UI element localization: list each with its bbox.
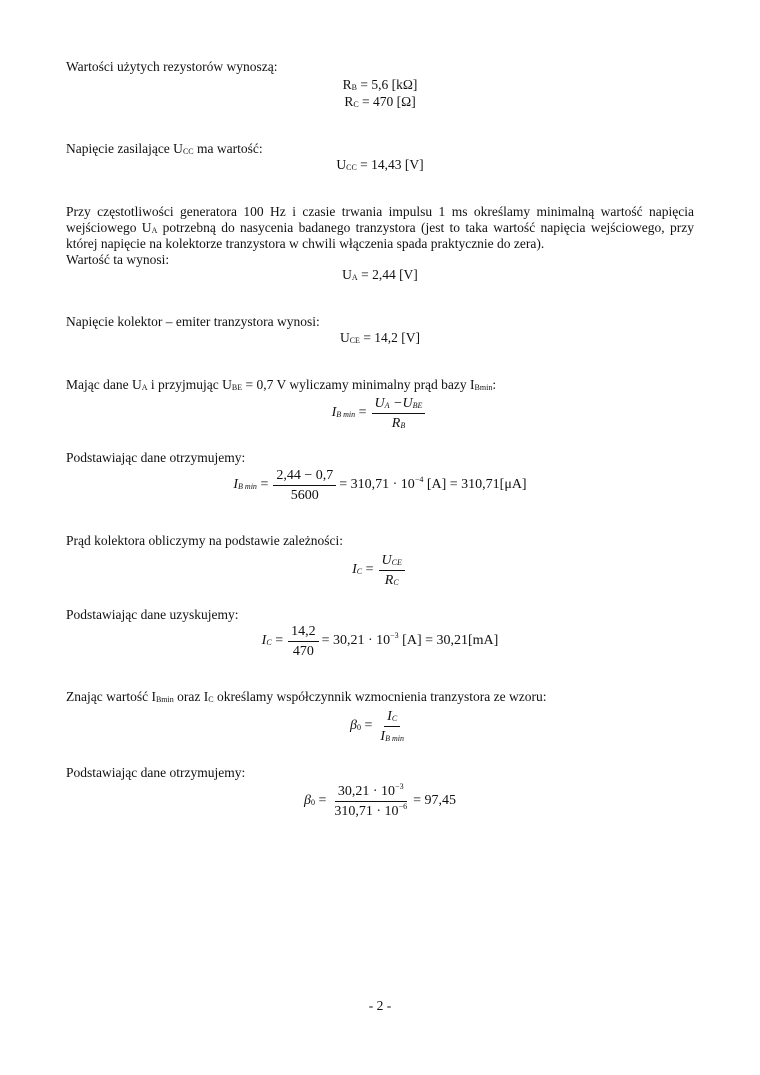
ic-formula-lhs: $I_C$ = bbox=[352, 562, 374, 577]
measure-line-3: której napięcie na kolektorze tranzystora w chwili włączenia spada praktycznie do zera). bbox=[66, 236, 545, 251]
measure-line-1: Przy częstotliwości generatora 100 Hz i czasie trwania impulsu 1 ms określamy minimalną wartość napięcia bbox=[66, 204, 694, 219]
ucc-value: $U_{CC} = 14,43$ [V] bbox=[336, 157, 424, 172]
resistors-intro: Wartości użytych rezystorów wynoszą: bbox=[66, 59, 278, 74]
beta-formula-lhs: $\beta_0$ = bbox=[350, 718, 373, 733]
beta-calc-denominator: $310,71 \cdot 10^{-6}$ bbox=[334, 801, 408, 819]
ib-calc-numerator: 2,44 − 0,7 bbox=[273, 467, 336, 486]
ib-formula-fraction bbox=[372, 395, 426, 432]
beta-formula-denominator: $I_{B min}$ bbox=[380, 728, 404, 744]
ib-calc-fraction bbox=[273, 467, 336, 504]
ic-calc-fraction bbox=[288, 623, 319, 660]
ic-calc-denominator: 470 bbox=[292, 643, 314, 659]
measure-line-4: Wartość ta wynosi: bbox=[66, 252, 170, 267]
beta-subst-intro: Podstawiając dane otrzymujemy: bbox=[66, 765, 246, 780]
ib-formula bbox=[0, 393, 760, 433]
ic-subst-intro: Podstawiając dane uzyskujemy: bbox=[66, 607, 239, 622]
vce-intro: Napięcie kolektor – emiter tranzystora wynosi: bbox=[66, 314, 320, 329]
ib-calc-result: = $310,71 \cdot 10^{-4}$ [A] = 310,71[μA] bbox=[339, 475, 527, 492]
beta-formula-fraction bbox=[377, 708, 407, 745]
supply-intro: Napięcie zasilające $U_{CC}$ ma wartość: bbox=[66, 141, 263, 156]
ic-formula bbox=[0, 549, 760, 591]
measure-paragraph bbox=[66, 204, 694, 268]
ic-formula-numerator: $U_{CE}$ bbox=[379, 552, 405, 571]
ib-intro: Mając dane $U_A$ i przyjmując $U_{BE} = 0,7$ V wyliczamy minimalny prąd bazy $I_{Bmin}$: bbox=[66, 377, 497, 392]
page-number: - 2 - bbox=[368, 998, 392, 1013]
measure-line-2: wejściowego $U_A$ potrzebną do nasycenia badanego tranzystora (jest to taka wartość napięcia wejściowego, przy bbox=[66, 220, 694, 235]
ic-intro: Prąd kolektora obliczymy na podstawie zależności: bbox=[66, 533, 344, 548]
ic-calculation bbox=[0, 622, 760, 660]
ic-calc-numerator: 14,2 bbox=[288, 623, 319, 642]
ib-formula-denominator: $R_B$ bbox=[391, 415, 406, 431]
beta-calc-fraction bbox=[331, 783, 410, 820]
ib-formula-numerator: $U_A -U_{BE}$ bbox=[372, 395, 426, 414]
beta-intro: Znając wartość $I_{Bmin}$ oraz $I_C$ określamy współczynnik wzmocnienia tranzystora ze wzoru: bbox=[66, 689, 547, 704]
rc-value: $R_C = 470$ [Ω] bbox=[344, 94, 416, 109]
beta-calc-lhs: $\beta_0$ = bbox=[304, 793, 327, 808]
ib-calc-denominator: 5600 bbox=[290, 487, 319, 503]
ib-calc-lhs: $I_{B min}$ = bbox=[233, 477, 269, 492]
rb-value: $R_B = 5,6$ [kΩ] bbox=[342, 77, 418, 92]
beta-calc-result: = 97,45 bbox=[413, 793, 456, 808]
beta-calculation bbox=[0, 781, 760, 821]
ib-calculation bbox=[0, 466, 760, 504]
ib-formula-lhs: $I_{B min}$ = bbox=[331, 405, 367, 420]
beta-formula bbox=[0, 705, 760, 747]
ib-subst-intro: Podstawiając dane otrzymujemy: bbox=[66, 450, 246, 465]
ua-value: $U_A = 2,44$ [V] bbox=[342, 267, 418, 282]
beta-calc-numerator: $30,21 \cdot 10^{-3}$ bbox=[335, 783, 407, 802]
ic-formula-fraction bbox=[379, 552, 405, 589]
beta-formula-numerator: $I_C$ bbox=[384, 708, 400, 727]
ic-calc-lhs: $I_C$ = bbox=[261, 633, 284, 648]
ic-formula-denominator: $R_C$ bbox=[384, 572, 399, 588]
ic-calc-result: = $30,21 \cdot 10^{-3}$ [A] = 30,21[mA] bbox=[321, 631, 499, 648]
uce-value: $U_{CE} = 14,2$ [V] bbox=[339, 330, 421, 345]
